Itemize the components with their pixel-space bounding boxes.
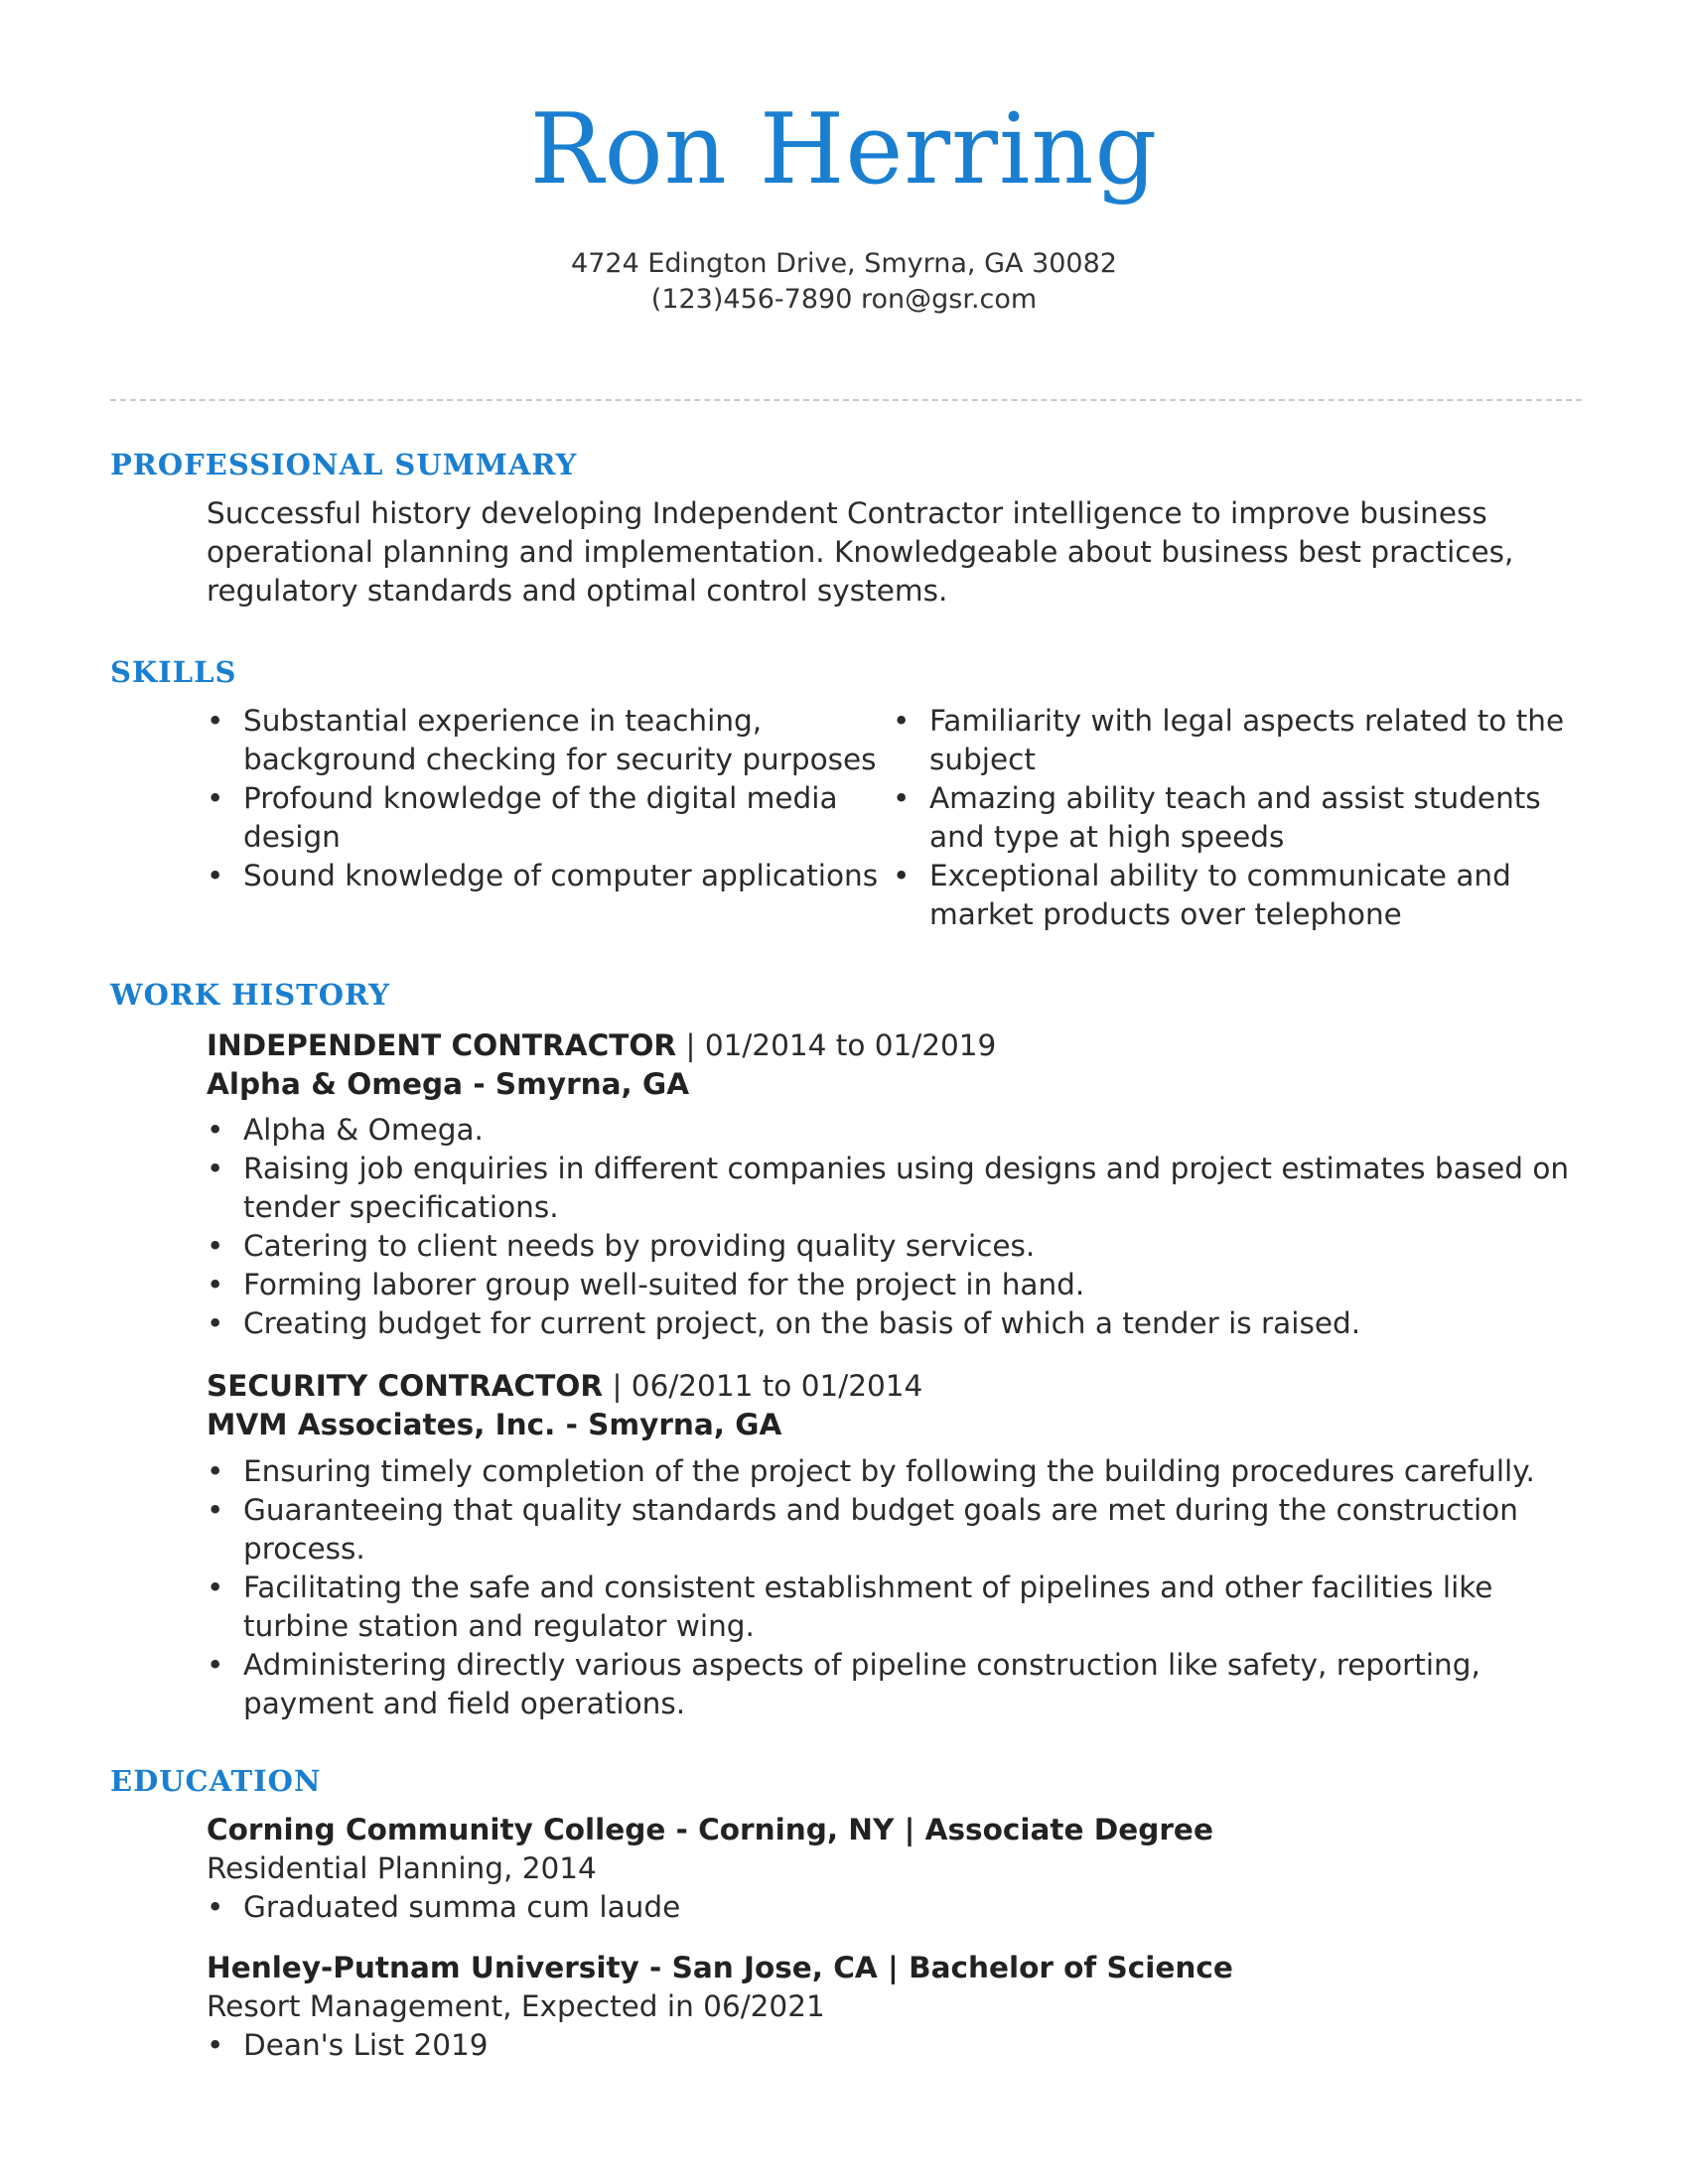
skills-right-list [893,702,1588,934]
job-dates: | 01/2014 to 01/2019 [676,1028,997,1062]
job-bullet: • Ensuring timely completion of the project by following the building procedures carefully. [207,1452,1587,1491]
address: 4724 Edington Drive, Smyrna, GA 30082 [571,248,1117,279]
job-bullet: • Guaranteeing that quality standards and budget goals are met during the construction process. [207,1491,1587,1569]
section-title-work-history: WORK HISTORY [110,978,390,1012]
summary-text: Successful history developing Independent Contractor intelligence to improve business operational planning and implementation. Knowledgeable about business best practices, regulatory standards and optimal control systems. [207,496,1514,608]
job-bullet: • Catering to client needs by providing quality services. [207,1227,1587,1266]
job-bullet-list [207,1111,1587,1343]
job-heading [207,1026,996,1065]
skill-item: • Exceptional ability to communicate and market products over telephone [893,857,1588,934]
education-heading: Corning Community College - Corning, NY | Associate Degree [207,1813,1213,1846]
job-bullet: • Administering directly various aspects of pipeline construction like safety, reporting, payment and field operations. [207,1646,1587,1723]
education-bullet: • Dean's List 2019 [207,2026,1497,2065]
candidate-name: Ron Herring [529,93,1159,206]
education-bullet-list [207,1888,1497,1927]
job-bullet: • Forming laborer group well-suited for the project in hand. [207,1266,1587,1304]
skill-item: • Profound knowledge of the digital media design [207,779,902,857]
skill-item: • Sound knowledge of computer applications [207,857,902,895]
education-detail: Residential Planning, 2014 [207,1851,597,1885]
section-title-education: EDUCATION [110,1764,322,1798]
header-divider [110,399,1582,401]
job-heading [207,1367,922,1406]
skills-left-list [207,702,902,895]
job-company: MVM Associates, Inc. - Smyrna, GA [207,1408,782,1441]
section-title-skills: SKILLS [110,655,237,689]
education-heading: Henley-Putnam University - San Jose, CA | Bachelor of Science [207,1951,1233,1984]
skill-item: • Familiarity with legal aspects related to the subject [893,702,1588,779]
section-title-summary: PROFESSIONAL SUMMARY [110,448,578,481]
education-bullet-list [207,2026,1497,2065]
education-detail: Resort Management, Expected in 06/2021 [207,1989,825,2023]
job-bullet: • Alpha & Omega. [207,1111,1587,1150]
job-dates: | 06/2011 to 01/2014 [603,1369,923,1403]
job-bullet-list [207,1452,1587,1723]
education-bullet: • Graduated summa cum laude [207,1888,1497,1927]
job-bullet: • Facilitating the safe and consistent establishment of pipelines and other facilities like turbine station and regulator wing. [207,1569,1587,1646]
job-bullet: • Creating budget for current project, on the basis of which a tender is raised. [207,1304,1587,1343]
job-role: INDEPENDENT CONTRACTOR [207,1028,677,1062]
job-company: Alpha & Omega - Smyrna, GA [207,1067,690,1101]
skill-item: • Amazing ability teach and assist students and type at high speeds [893,779,1588,857]
phone-email: (123)456-7890 ron@gsr.com [650,284,1038,315]
job-bullet: • Raising job enquiries in different companies using designs and project estimates based on tender specifications. [207,1150,1587,1227]
job-role: SECURITY CONTRACTOR [207,1369,604,1403]
skill-item: • Substantial experience in teaching, background checking for security purposes [207,702,902,779]
